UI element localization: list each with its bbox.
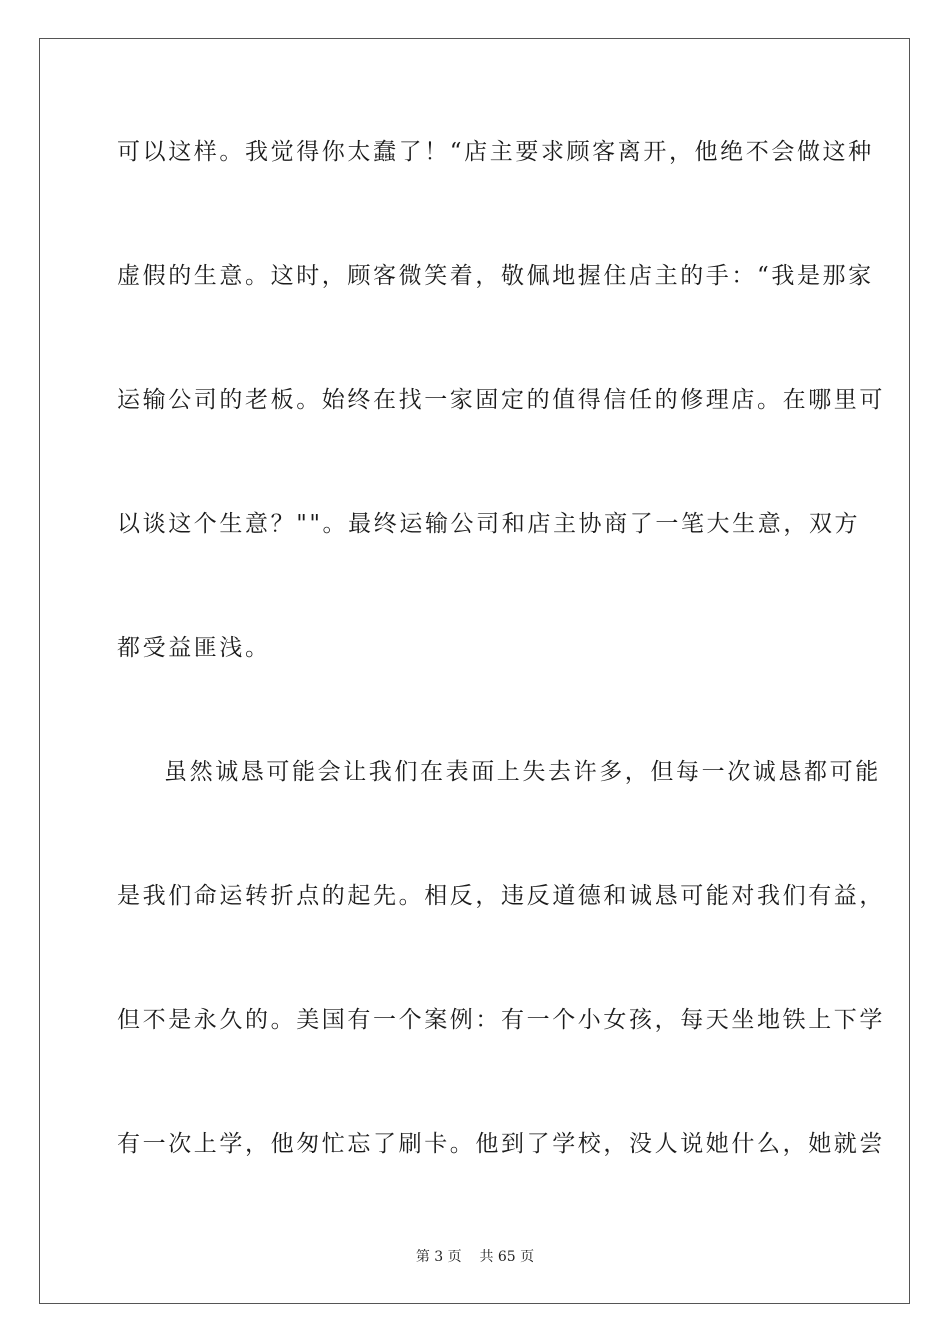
body-text-line: 有一次上学，他匆忙忘了刷卡。他到了学校，没人说她什么，她就尝 <box>117 1131 885 1157</box>
body-text-line: 运输公司的老板。始终在找一家固定的值得信任的修理店。在哪里可 <box>117 387 885 413</box>
page-border <box>39 38 910 1304</box>
page-footer <box>0 1248 950 1266</box>
page-number: 第 3 页 <box>415 1249 462 1265</box>
body-text-line: 以谈这个生意？""。最终运输公司和店主协商了一笔大生意，双方 <box>117 511 861 537</box>
page-total: 共 65 页 <box>479 1249 535 1265</box>
paragraph-first-line: 虽然诚恳可能会让我们在表面上失去许多，但每一次诚恳都可能 <box>164 759 881 785</box>
body-text-line: 都受益匪浅。 <box>117 635 271 661</box>
body-text-line: 但不是永久的。美国有一个案例：有一个小女孩，每天坐地铁上下学 <box>117 1007 885 1033</box>
body-text-line: 可以这样。我觉得你太蠢了！“店主要求顾客离开，他绝不会做这种 <box>117 139 874 165</box>
body-text-line: 是我们命运转折点的起先。相反，违反道德和诚恳可能对我们有益， <box>117 883 885 909</box>
body-text-line: 虚假的生意。这时，顾客微笑着，敬佩地握住店主的手：“我是那家 <box>117 263 874 289</box>
